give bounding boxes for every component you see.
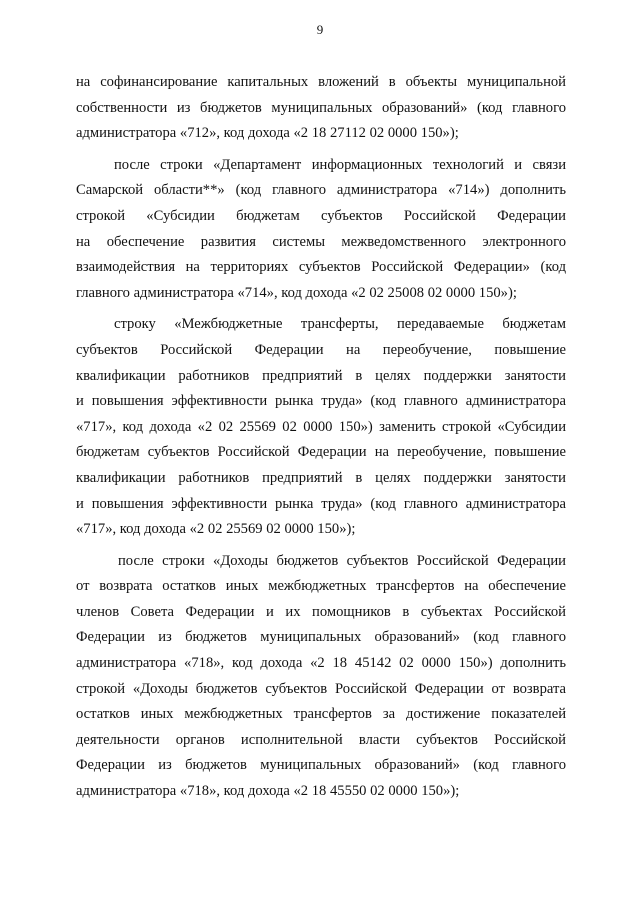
text-line: Федерации из бюджетов муниципальных образований» (код главного: [76, 629, 566, 646]
text-line: на софинансирование капитальных вложений в объекты муниципальной: [76, 74, 566, 90]
paragraph-3: [76, 312, 566, 542]
text-line: после строки «Департамент информационных технологий и связи: [114, 156, 566, 173]
text-line: на обеспечение развития системы межведомственного электронного: [76, 233, 566, 250]
text-line: и повышения эффективности рынка труда» (код главного администратора: [76, 393, 566, 410]
text-line: бюджетам субъектов Российской Федерации на переобучение, повышение: [76, 444, 566, 461]
text-line: главного администратора «714», код дохода «2 02 25008 02 0000 150»);: [76, 284, 517, 301]
text-line: квалификации работников предприятий в целях поддержки занятости: [76, 367, 566, 384]
paragraph-2: [76, 153, 566, 307]
text-line: строкой «Субсидии бюджетам субъектов Российской Федерации: [76, 207, 566, 224]
text-line: субъектов Российской Федерации на переобучение, повышение: [76, 341, 566, 358]
text-line: администратора «712», код дохода «2 18 27112 02 0000 150»);: [76, 125, 459, 142]
text-line: остатков иных межбюджетных трансфертов за достижение показателей: [76, 706, 566, 723]
text-line: после строки «Доходы бюджетов субъектов Российской Федерации: [118, 552, 566, 569]
text-line: квалификации работников предприятий в целях поддержки занятости: [76, 469, 566, 486]
text-line: строкой «Доходы бюджетов субъектов Российской Федерации от возврата: [76, 680, 566, 697]
text-line: Самарской области**» (код главного администратора «714») дополнить: [76, 182, 566, 199]
paragraph-1: [76, 70, 566, 147]
text-line: «717», код дохода «2 02 25569 02 0000 150»);: [76, 521, 356, 538]
text-line: взаимодействия на территориях субъектов Российской Федерации» (код: [76, 259, 566, 276]
text-line: и повышения эффективности рынка труда» (код главного администратора: [76, 495, 566, 512]
text-line: деятельности органов исполнительной власти субъектов Российской: [76, 731, 566, 748]
text-line: от возврата остатков иных межбюджетных трансфертов на обеспечение: [76, 578, 566, 595]
text-line: собственности из бюджетов муниципальных образований» (код главного: [76, 99, 566, 116]
text-line: членов Совета Федерации и их помощников в субъектах Российской: [76, 603, 566, 620]
document-body: [76, 70, 566, 805]
text-line: «717», код дохода «2 02 25569 02 0000 150») заменить строкой «Субсидии: [76, 418, 566, 435]
page-number: 9: [316, 22, 324, 37]
paragraph-4: [76, 549, 566, 805]
text-line: строку «Межбюджетные трансферты, передаваемые бюджетам: [114, 316, 566, 333]
text-line: администратора «718», код дохода «2 18 45550 02 0000 150»);: [76, 783, 460, 800]
text-line: Федерации из бюджетов муниципальных образований» (код главного: [76, 757, 566, 774]
text-line: администратора «718», код дохода «2 18 45142 02 0000 150») дополнить: [76, 655, 566, 672]
